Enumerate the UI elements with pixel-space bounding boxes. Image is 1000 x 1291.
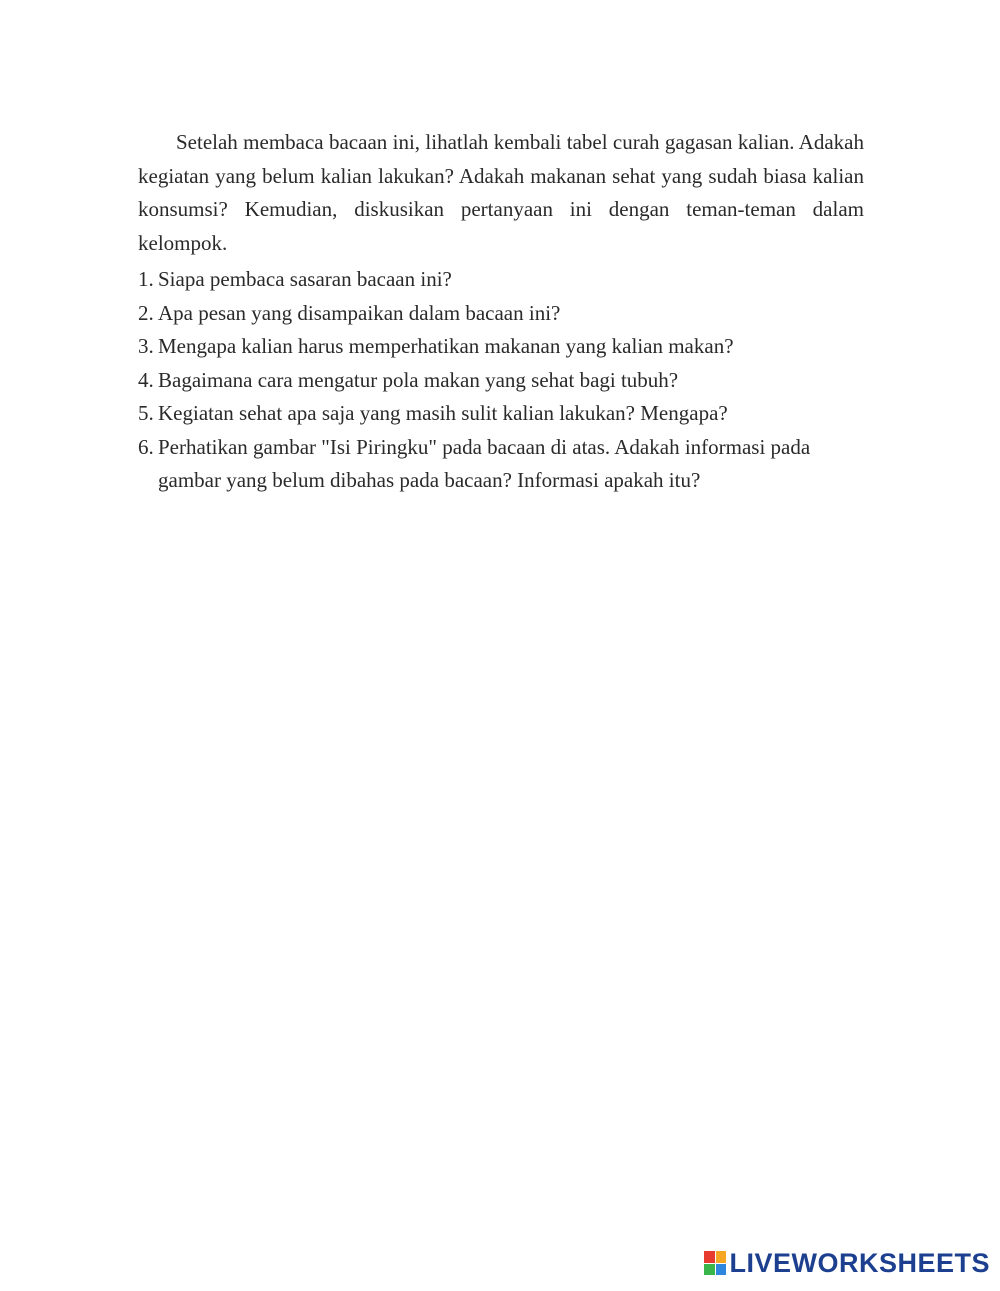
question-number: 3. — [138, 334, 154, 358]
logo-mark-icon — [704, 1251, 726, 1275]
logo-mark-square — [716, 1264, 727, 1276]
question-list — [138, 263, 864, 498]
text-block — [138, 126, 864, 498]
question-item-6 — [138, 431, 864, 498]
question-text: Apa pesan yang disampaikan dalam bacaan ini? — [158, 300, 561, 325]
question-number: 5. — [138, 401, 154, 425]
logo-text: LIVEWORKSHEETS — [729, 1248, 990, 1278]
liveworksheets-logo — [704, 1249, 990, 1277]
question-number: 1. — [138, 267, 154, 291]
question-text: Siapa pembaca sasaran bacaan ini? — [158, 267, 452, 291]
question-item-4 — [138, 364, 864, 398]
question-number: 4. — [138, 367, 154, 392]
question-item-3 — [138, 330, 864, 364]
logo-mark-square — [716, 1251, 727, 1263]
question-text: Mengapa kalian harus memperhatikan makanan yang kalian makan? — [158, 334, 734, 358]
question-number: 6. — [138, 434, 154, 459]
question-item-2 — [138, 297, 864, 331]
intro-paragraph: Setelah membaca bacaan ini, lihatlah kembali tabel curah gagasan kalian. Adakah kegiatan yang belum kalian lakukan? Adakah makanan sehat yang sudah biasa kalian konsumsi? Kemudian, diskusikan pertanyaan ini dengan teman-teman dalam kelompok. — [138, 130, 864, 255]
logo-mark-square — [704, 1251, 715, 1263]
question-text: Bagaimana cara mengatur pola makan yang sehat bagi tubuh? — [158, 367, 679, 392]
question-item-5 — [138, 397, 864, 431]
question-item-1 — [138, 263, 864, 297]
question-number: 2. — [138, 300, 154, 325]
question-text: Kegiatan sehat apa saja yang masih sulit kalian lakukan? Mengapa? — [158, 401, 728, 425]
question-text: Perhatikan gambar "Isi Piringku" pada bacaan di atas. Adakah informasi pada gambar yang belum dibahas pada bacaan? Informasi apakah itu? — [158, 434, 811, 492]
logo-mark-square — [704, 1264, 715, 1276]
